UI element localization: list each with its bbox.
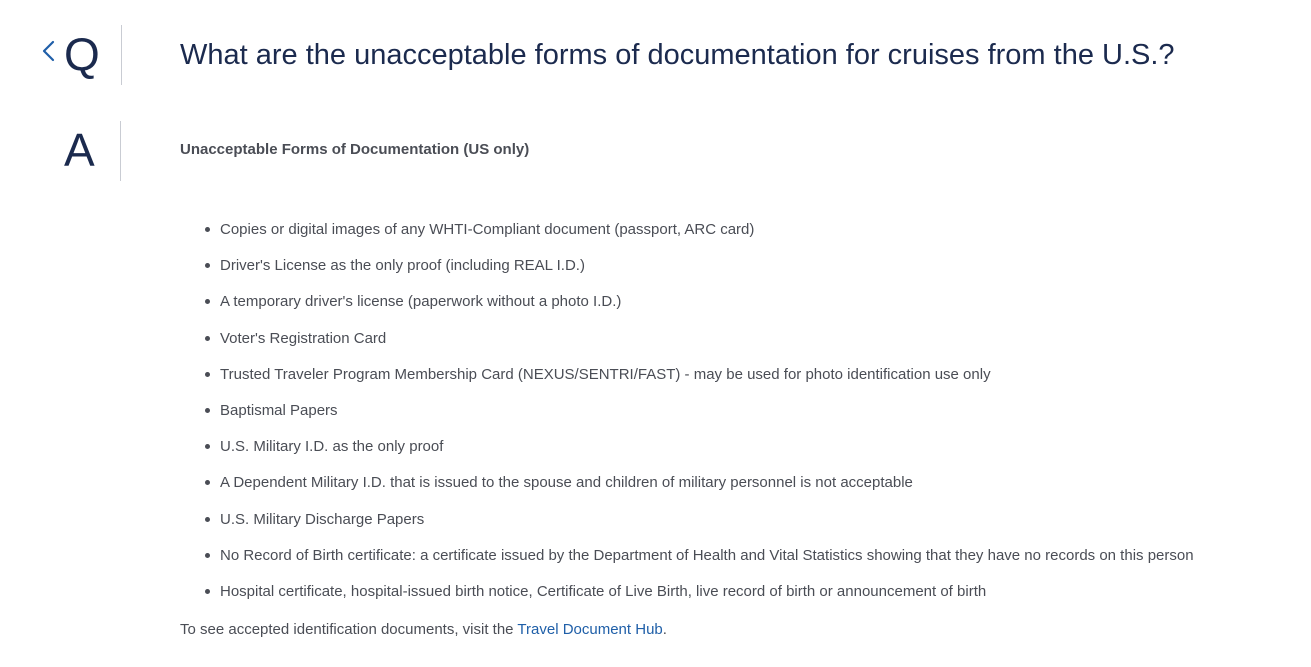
unacceptable-documents-list [205, 219, 1194, 617]
list-item: A Dependent Military I.D. that is issued to the spouse and children of military personnel is not acceptable [205, 472, 1194, 508]
list-item: Hospital certificate, hospital-issued birth notice, Certificate of Live Birth, live record of birth or announcement of birth [205, 581, 1194, 617]
question-title: What are the unacceptable forms of documentation for cruises from the U.S.? [180, 39, 1175, 71]
answer-letter: A [64, 124, 95, 176]
travel-document-hub-link[interactable]: Travel Document Hub [517, 621, 663, 638]
list-item: A temporary driver's license (paperwork without a photo I.D.) [205, 291, 1194, 327]
footer-note [180, 619, 667, 640]
question-letter: Q [64, 28, 100, 80]
answer-heading: Unacceptable Forms of Documentation (US only) [180, 141, 530, 158]
question-divider [121, 25, 122, 85]
footer-suffix: . [662, 621, 667, 638]
chevron-left-icon[interactable] [40, 36, 60, 68]
list-item: Voter's Registration Card [205, 328, 1194, 364]
list-item: No Record of Birth certificate: a certificate issued by the Department of Health and Vital Statistics showing that they have no records on this person [205, 545, 1194, 581]
list-item: Baptismal Papers [205, 400, 1194, 436]
list-item: U.S. Military Discharge Papers [205, 509, 1194, 545]
answer-divider [120, 121, 121, 181]
list-item: Trusted Traveler Program Membership Card (NEXUS/SENTRI/FAST) - may be used for photo identification use only [205, 364, 1194, 400]
list-item: Copies or digital images of any WHTI-Compliant document (passport, ARC card) [205, 219, 1194, 255]
footer-prefix: To see accepted identification documents, visit the [180, 621, 518, 638]
list-item: U.S. Military I.D. as the only proof [205, 436, 1194, 472]
list-item: Driver's License as the only proof (including REAL I.D.) [205, 255, 1194, 291]
